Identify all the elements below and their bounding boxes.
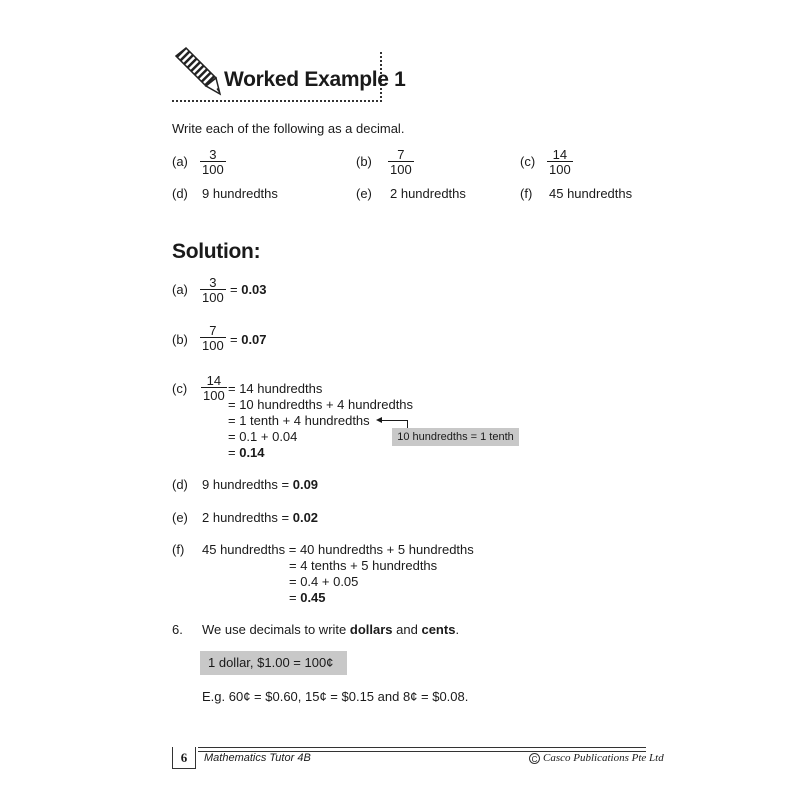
pencil-icon — [172, 46, 224, 98]
solution-label-e: (e) — [172, 510, 188, 525]
solution-c-line2: = 10 hundredths + 4 hundredths — [228, 397, 414, 412]
question-fraction-a: $\frac{3}{100}$ — [202, 147, 224, 177]
solution-c-line4: = 0.1 + 0.04 — [228, 429, 298, 444]
solution-answer-b: = 0.07 — [230, 332, 267, 347]
question-label-a: (a) — [172, 154, 188, 169]
callout-box: 10 hundredths = 1 tenth — [392, 428, 519, 446]
solution-c-line3: = 1 tenth + 4 hundredths — [228, 413, 370, 428]
solution-f-line3: = 0.4 + 0.05 — [289, 574, 359, 589]
note-example: E.g. 60¢ = $0.60, 15¢ = $0.15 and 8¢ = $0.08. — [202, 689, 469, 704]
page-number: 6 — [172, 747, 196, 769]
solution-label-b: (b) — [172, 332, 188, 347]
solution-answer-d: 9 hundredths = 0.09 — [202, 477, 319, 492]
solution-f-line1: 45 hundredths = 40 hundredths + 5 hundredths — [202, 542, 474, 557]
solution-label-c: (c) — [172, 381, 188, 396]
question-fraction-c: $\frac{14}{100}$ — [549, 147, 571, 177]
solution-title: Solution: — [172, 240, 261, 263]
solution-c-line5: = 0.14 — [228, 445, 265, 460]
solution-answer-a: = 0.03 — [230, 282, 267, 297]
solution-label-f: (f) — [172, 542, 185, 557]
solution-fraction-a: $\frac{3}{100}$ — [202, 275, 224, 305]
worked-example-title: Worked Example 1 — [224, 68, 406, 91]
solution-f-line4: = 0.45 — [289, 590, 326, 605]
solution-fraction-b: $\frac{7}{100}$ — [202, 323, 224, 353]
callout-connector-vertical — [407, 420, 408, 428]
copyright-icon: C — [529, 753, 540, 764]
book-title: Mathematics Tutor 4B — [204, 752, 311, 764]
question-label-d: (d) — [172, 186, 188, 201]
solution-f-line2: = 4 tenths + 5 hundredths — [289, 558, 438, 573]
question-label-e: (e) — [356, 186, 372, 201]
question-label-c: (c) — [520, 154, 536, 169]
question-label-b: (b) — [356, 154, 372, 169]
publisher-name: Casco Publications Pte Ltd — [543, 752, 664, 764]
solution-label-d: (d) — [172, 477, 188, 492]
solution-label-a: (a) — [172, 282, 188, 297]
callout-connector — [381, 420, 408, 421]
question-text-e: 2 hundredths — [390, 186, 466, 201]
solution-answer-e: 2 hundredths = 0.02 — [202, 510, 319, 525]
note-number: 6. — [172, 622, 183, 637]
question-prompt: Write each of the following as a decimal. — [172, 121, 405, 136]
solution-fraction-c: $\frac{14}{100}$ — [203, 373, 225, 403]
question-text-d: 9 hundredths — [202, 186, 278, 201]
note-text: We use decimals to write dollars and cents. — [202, 622, 460, 637]
dollar-definition-box: 1 dollar, $1.00 = 100¢ — [200, 651, 347, 675]
question-label-f: (f) — [520, 186, 533, 201]
question-text-f: 45 hundredths — [549, 186, 633, 201]
question-fraction-b: $\frac{7}{100}$ — [390, 147, 412, 177]
solution-c-line1: = 14 hundredths — [228, 381, 323, 396]
